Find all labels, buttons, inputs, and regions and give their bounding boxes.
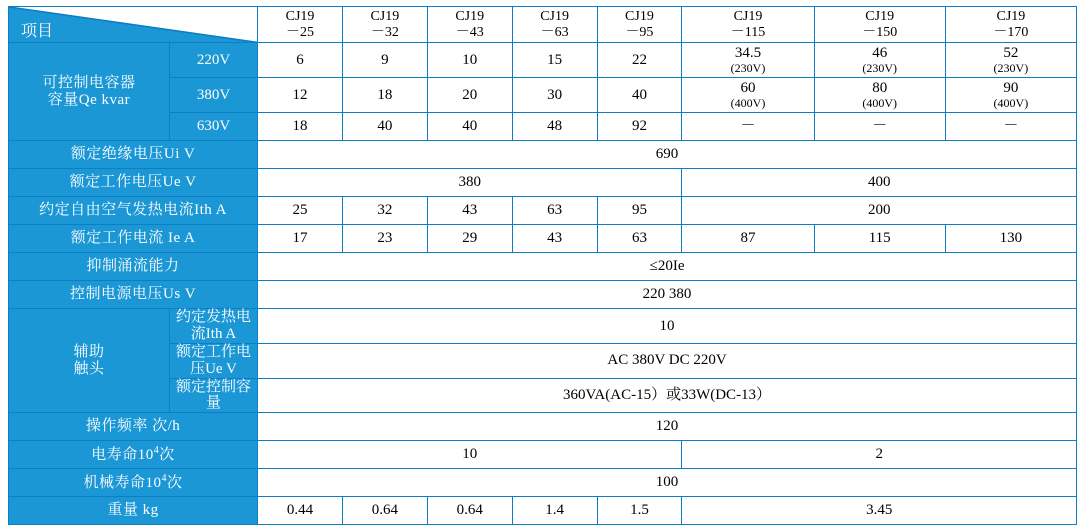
mechanical-life-label: 机械寿命10 xyxy=(83,475,162,492)
table-row xyxy=(9,469,1077,497)
row-label-aux-thermal-current: 约定发热电流Ith A xyxy=(169,309,257,344)
table-cell: 100 xyxy=(258,469,1077,497)
model-name-line2: －170 xyxy=(993,24,1029,40)
table-cell: AC 380V DC 220V xyxy=(258,343,1077,378)
electrical-life-label: 电寿命10 xyxy=(91,447,154,464)
row-label-rated-insulation-voltage: 额定绝缘电压Ui V xyxy=(9,141,258,169)
row-label-voltage-380v: 380V xyxy=(169,78,257,113)
table-cell: 23 xyxy=(342,225,427,253)
electrical-life-label-tail: 次 xyxy=(159,447,175,464)
row-label-auxiliary-contacts xyxy=(9,309,170,413)
corner-cell xyxy=(9,7,258,43)
table-cell: 2 xyxy=(682,441,1077,469)
table-cell xyxy=(682,78,814,113)
aux-label-line2: 触头 xyxy=(73,360,105,377)
model-name-line1: CJ19 xyxy=(370,9,400,24)
cell-note: (400V) xyxy=(993,96,1029,111)
model-header-cell xyxy=(512,7,597,43)
table-cell: 32 xyxy=(342,197,427,225)
model-header-cell xyxy=(814,7,945,43)
table-cell xyxy=(945,78,1076,113)
aux-label-line1: 辅助 xyxy=(73,343,105,360)
row-label-weight: 重量 kg xyxy=(9,497,258,525)
model-name-line1: CJ19 xyxy=(285,9,315,24)
mechanical-life-exponent: 4 xyxy=(161,473,168,485)
model-name-line2: －63 xyxy=(540,24,569,40)
table-cell: － xyxy=(814,113,945,141)
table-cell: 0.44 xyxy=(258,497,343,525)
table-cell: － xyxy=(945,113,1076,141)
cell-note: (400V) xyxy=(730,96,766,111)
row-label-mechanical-life xyxy=(9,469,258,497)
cell-note: (400V) xyxy=(862,96,898,111)
table-cell: 92 xyxy=(597,113,682,141)
capacitor-label-line1: 可控制电容器 xyxy=(42,75,136,92)
table-cell: 30 xyxy=(512,78,597,113)
table-cell xyxy=(945,43,1076,78)
table-cell: 18 xyxy=(342,78,427,113)
corner-label-item: 项目 xyxy=(21,23,54,41)
table-row xyxy=(9,43,1077,78)
row-label-operating-frequency: 操作频率 次/h xyxy=(9,413,258,441)
table-cell: 20 xyxy=(427,78,512,113)
table-cell: 40 xyxy=(427,113,512,141)
row-label-rated-working-current: 额定工作电流 Ie A xyxy=(9,225,258,253)
table-row xyxy=(9,113,1077,141)
table-cell: 690 xyxy=(258,141,1077,169)
cell-value: 60 xyxy=(740,80,756,97)
table-cell: 200 xyxy=(682,197,1077,225)
table-cell: 87 xyxy=(682,225,814,253)
table-row xyxy=(9,343,1077,378)
table-header-row xyxy=(9,7,1077,43)
table-cell: － xyxy=(682,113,814,141)
model-header-cell xyxy=(682,7,814,43)
table-cell: 15 xyxy=(512,43,597,78)
model-name-line1: CJ19 xyxy=(625,9,654,24)
cell-value: 34.5 xyxy=(734,45,762,62)
corner-label-spec: 规格 xyxy=(215,8,248,25)
table-row xyxy=(9,197,1077,225)
table-cell: 1.5 xyxy=(597,497,682,525)
spec-sheet xyxy=(0,6,1085,519)
table-cell: 40 xyxy=(342,113,427,141)
table-row xyxy=(9,441,1077,469)
model-header-cell xyxy=(945,7,1076,43)
mechanical-life-label-tail: 次 xyxy=(167,475,183,492)
row-label-inrush-current-suppression: 抑制涌流能力 xyxy=(9,253,258,281)
table-cell: 360VA(AC-15）或33W(DC-13） xyxy=(258,378,1077,413)
table-cell xyxy=(682,43,814,78)
table-row xyxy=(9,378,1077,413)
cell-value: 80 xyxy=(872,80,888,97)
cell-note: (230V) xyxy=(730,61,766,76)
table-cell: 43 xyxy=(427,197,512,225)
table-cell: 380 xyxy=(258,169,682,197)
table-cell: 12 xyxy=(258,78,343,113)
table-row xyxy=(9,497,1077,525)
electrical-life-exponent: 4 xyxy=(153,445,160,457)
table-cell: 220 380 xyxy=(258,281,1077,309)
table-cell: 0.64 xyxy=(342,497,427,525)
table-cell: ≤20Ie xyxy=(258,253,1077,281)
table-cell xyxy=(814,78,945,113)
table-row xyxy=(9,253,1077,281)
table-cell: 25 xyxy=(258,197,343,225)
table-cell: 29 xyxy=(427,225,512,253)
table-row xyxy=(9,281,1077,309)
table-row xyxy=(9,413,1077,441)
model-name-line2: －43 xyxy=(455,24,484,40)
table-cell: 10 xyxy=(258,441,682,469)
table-cell: 0.64 xyxy=(427,497,512,525)
table-cell: 17 xyxy=(258,225,343,253)
table-cell: 43 xyxy=(512,225,597,253)
row-label-conventional-free-air-thermal-current: 约定自由空气发热电流Ith A xyxy=(9,197,258,225)
table-cell: 120 xyxy=(258,413,1077,441)
table-row xyxy=(9,309,1077,344)
table-cell: 115 xyxy=(814,225,945,253)
model-name-line1: CJ19 xyxy=(540,9,569,24)
model-header-cell xyxy=(258,7,343,43)
model-name-line2: －150 xyxy=(862,24,898,40)
specification-table xyxy=(8,6,1077,525)
row-label-electrical-life xyxy=(9,441,258,469)
row-label-aux-rated-control-capacity: 额定控制容量 xyxy=(169,378,257,413)
table-cell: 63 xyxy=(597,225,682,253)
model-header-cell xyxy=(597,7,682,43)
model-header-cell xyxy=(427,7,512,43)
table-cell: 6 xyxy=(258,43,343,78)
table-row xyxy=(9,141,1077,169)
cell-note: (230V) xyxy=(993,61,1029,76)
row-label-control-supply-voltage: 控制电源电压Us V xyxy=(9,281,258,309)
table-cell: 400 xyxy=(682,169,1077,197)
cell-note: (230V) xyxy=(862,61,898,76)
table-cell: 95 xyxy=(597,197,682,225)
table-cell: 18 xyxy=(258,113,343,141)
table-cell: 3.45 xyxy=(682,497,1077,525)
model-name-line1: CJ19 xyxy=(455,9,485,24)
table-cell: 130 xyxy=(945,225,1076,253)
table-row xyxy=(9,78,1077,113)
table-cell xyxy=(814,43,945,78)
table-cell: 48 xyxy=(512,113,597,141)
row-label-aux-rated-working-voltage: 额定工作电压Ue V xyxy=(169,343,257,378)
table-cell: 40 xyxy=(597,78,682,113)
model-name-line2: －32 xyxy=(370,24,399,40)
row-label-capacitor-capacity xyxy=(9,43,170,141)
cell-value: 52 xyxy=(1003,45,1019,62)
table-cell: 22 xyxy=(597,43,682,78)
table-cell: 63 xyxy=(512,197,597,225)
row-label-voltage-630v: 630V xyxy=(169,113,257,141)
row-label-rated-working-voltage: 额定工作电压Ue V xyxy=(9,169,258,197)
model-name-line1: CJ19 xyxy=(733,9,763,24)
model-name-line2: －115 xyxy=(730,24,766,40)
row-label-voltage-220v: 220V xyxy=(169,43,257,78)
model-header-cell xyxy=(342,7,427,43)
table-cell: 10 xyxy=(258,309,1077,344)
model-name-line2: －95 xyxy=(625,24,654,40)
cell-value: 46 xyxy=(872,45,888,62)
capacitor-label-line2: 容量Qe kvar xyxy=(47,91,131,108)
table-row xyxy=(9,169,1077,197)
model-name-line1: CJ19 xyxy=(865,9,895,24)
table-cell: 10 xyxy=(427,43,512,78)
table-cell: 9 xyxy=(342,43,427,78)
model-name-line1: CJ19 xyxy=(996,9,1026,24)
cell-value: 90 xyxy=(1003,80,1019,97)
model-name-line2: －25 xyxy=(286,24,314,40)
table-cell: 1.4 xyxy=(512,497,597,525)
table-row xyxy=(9,225,1077,253)
